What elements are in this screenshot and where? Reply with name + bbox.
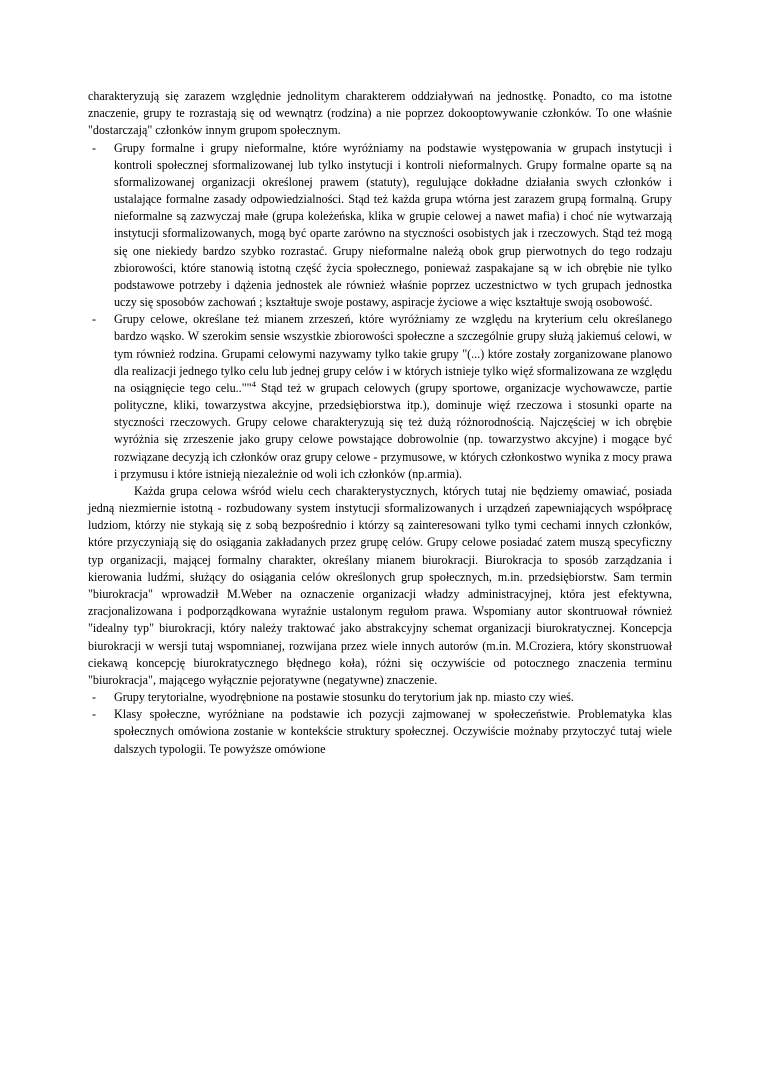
list-item-text: Klasy społeczne, wyróżniane na podstawie ich pozycji zajmowanej w społeczeństwie. Problematyka klas społecznych omówiona zostanie w kontekście struktury społecznej. Oczywiście możnaby przytoczyć tutaj wiele dalszych typologii. Te powyższe omówione bbox=[114, 707, 672, 756]
list-item-text-part-2: Stąd też w grupach celowych (grupy sportowe, organizacje wychowawcze, partie polityczne, kliki, towarzystwa akcyjne, przedsiębiorstwa itp.), dominuje więź rzeczowa i stosunki oparte na styczności rzeczowych. Grupy celowe charakteryzują się też dużą różnorodnością. Najczęściej w ich obrębie wyróżnia się zrzeszenie jako grupy celowe powstające dobrowolnie (np. towarzystwo akcyjne) i mogące być rozwiązane decyzją ich członków oraz grupy celowe - przymusowe, w których członkostwo wynika z mocy prawa i przymusu i które istnieją niezależnie od woli ich członków (np.armia). bbox=[114, 380, 672, 481]
list-item-text-part-1: Grupy celowe, określane też mianem zrzeszeń, które wyróżniamy ze względu na kryterium celu określanego bardzo wąsko. W szerokim sensie wszystkie zbiorowości społeczne a szczególnie grupy służą jakiemuś celowi, w tym również rodzina. Grupami celowymi nazywamy tylko takie grupy "(...) które zostały zorganizowane planowo dla realizacji jednego tylko celu lub jednej grupy celów i w których istnieje tylko więź sformalizowana ze względu na osiągnięcie tego celu.."" bbox=[114, 312, 672, 395]
bullet-marker: - bbox=[92, 690, 97, 705]
bullet-marker: - bbox=[92, 140, 97, 155]
list-item bbox=[88, 706, 672, 758]
paragraph-intro: charakteryzują się zarazem względnie jednolitym charakterem oddziaływań na jednostkę. Ponadto, co ma istotne znaczenie, grupy te rozrastają się od wewnątrz (rodzina) a nie poprzez dokooptowywanie członków. To one właśnie "dostarczają" członków innym grupom społecznym. bbox=[88, 89, 672, 138]
list-item-text bbox=[114, 311, 672, 483]
list-item-text: Grupy terytorialne, wyodrębnione na postawie stosunku do terytorium jak np. miasto czy wieś. bbox=[114, 690, 574, 705]
list-item bbox=[88, 140, 672, 312]
list-item bbox=[88, 689, 672, 706]
bullet-marker: - bbox=[92, 312, 97, 327]
list-item-text: Grupy formalne i grupy nieformalne, które wyróżniamy na podstawie występowania w grupach instytucji i kontroli społecznej sformalizowanej lub tylko instytucji i kontroli nieformalnych. Grupy formalne oparte są na sformalizowanej organizacji określonej prawem (statuty), regulujące dokładne działania swych członków i ustalające formalne zasady odpowiedzialności. Stąd też każda grupa wtórna jest zarazem grupą formalną. Grupy nieformalne są zazwyczaj małe (grupa koleżeńska, klika w grupie celowej a nawet mafia) i choć nie wytwarzają instytucji sformalizowanych, mogą być oparte zarówno na styczności osobistych jak i rzeczowych. Stąd też mogą się one niekiedy bardzo szybko rozrastać. Grupy nieformalne należą obok grup pierwotnych do tego rodzaju zbiorowości, które stanowią istotną część życia społecznego, ponieważ zaspakajane są w ich obrębie nie tylko podstawowe potrzeby i dążenia jednostek ale również właśnie poprzez uczestnictwo w tych grupach jednostka uczy się sposobów zachowań ; kształtuje swoje postawy, aspiracje życiowe a więc kształtuje swoją osobowość. bbox=[114, 140, 672, 310]
paragraph-bureaucracy: Każda grupa celowa wśród wielu cech charakterystycznych, których tutaj nie będziemy omawiać, posiada jedną niezmiernie istotną - rozbudowany system instytucji sformalizowanych i urządzeń zapewniających współpracę ludziom, którzy nie stykają się z sobą bezpośrednio i którzy są zainteresowani tylko tymi cechami innych członków, które przyczyniają się do osiągania zakładanych przez grupę celów. Grupy celowe posiadać zatem muszą specyficzny typ organizacji, mającej formalny charakter, określany mianem biurokracji. Biurokracja to sposób zarządzania i kierowania ludźmi, służący do osiągania celów określonych grup społecznych, m.in. przedsiębiorstw. Sam termin "biurokracja" wprowadził M.Weber na oznaczenie organizacji władzy administracyjnej, która jest efektywna, zracjonalizowana i podporządkowana wyraźnie ustalonym regułom prawa. Wspomiany autor skontruował również "idealny typ" biurokracji, który należy traktować jako abstrakcyjny schemat organizacji biurokratycznej. Koncepcja biurokracji w wersji tutaj wspomnianej, rozwijana przez wiele innych autorów (m.in. M.Croziera, który skonstruował ciekawą koncepcję biurokratycznego błędnego koła), różni się oczywiście od potocznego znaczenia terminu "biurokracja", mającego wyłącznie pejoratywne (negatywne) znaczenie. bbox=[88, 483, 672, 687]
document-body bbox=[88, 88, 672, 758]
bullet-marker: - bbox=[92, 707, 97, 722]
list-item bbox=[88, 311, 672, 483]
footnote-reference: 4 bbox=[251, 378, 256, 389]
